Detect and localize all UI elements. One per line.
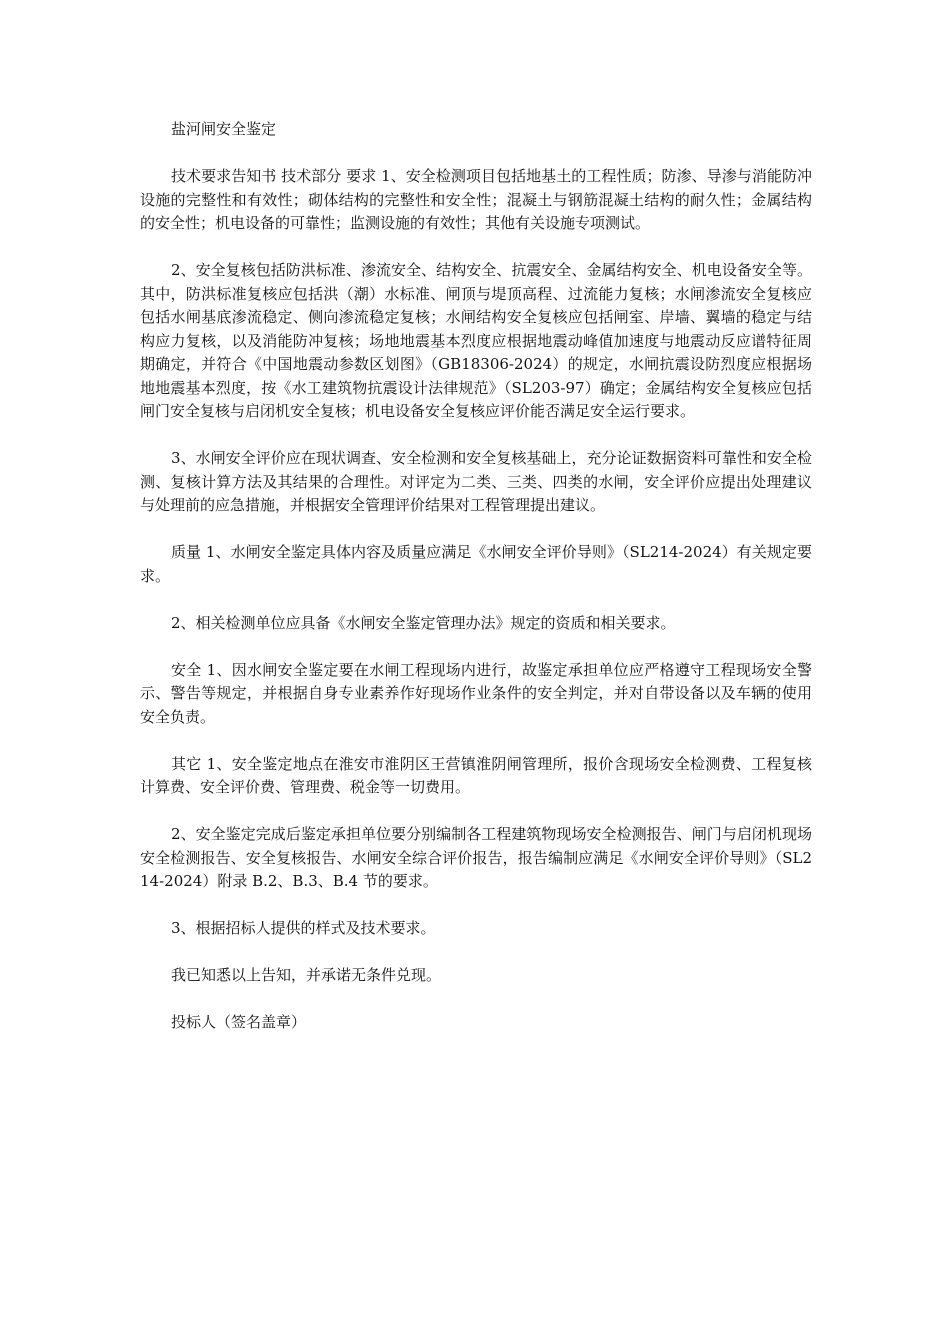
paragraph-safety-evaluation: 3、水闸安全评价应在现状调查、安全检测和安全复核基础上，充分论证数据资料可靠性和安全检测、复核计算方法及其结果的合理性。对评定为二类、三类、四类的水闸，安全评价应提出处理建议与处理前的应急措施，并根据安全管理评价结果对工程管理提出建议。 <box>140 449 812 514</box>
paragraph-quality-1: 质量 1、水闸安全鉴定具体内容及质量应满足《水闸安全评价导则》（SL214-2024）有关规定要求。 <box>140 543 812 585</box>
paragraph-quality-2: 2、相关检测单位应具备《水闸安全鉴定管理办法》规定的资质和相关要求。 <box>171 613 676 632</box>
document-body <box>140 118 812 1058</box>
paragraph-safety-review: 2、安全复核包括防洪标准、渗流安全、结构安全、抗震安全、金属结构安全、机电设备安全等。其中，防洪标准复核应包括洪（潮）水标准、闸顶与堤顶高程、过流能力复核；水闸渗流安全复核应包括水闸基底渗流稳定、侧向渗流稳定复核；水闸结构安全复核应包括闸室、岸墙、翼墙的稳定与结构应力复核，以及消能防冲复核；场地地震基本烈度应根据地震动峰值加速度与地震动反应谱特征周期确定，并符合《中国地震动参数区划图》（GB18306-2024）的规定，水闸抗震设防烈度应根据场地地震基本烈度，按《水工建筑物抗震设计法律规范》（SL203-97）确定；金属结构安全复核应包括闸门安全复核与启闭机安全复核；机电设备安全复核应评价能否满足安全运行要求。 <box>140 261 812 420</box>
document-title: 盐河闸安全鉴定 <box>171 120 277 138</box>
paragraph-other-2: 2、安全鉴定完成后鉴定承担单位要分别编制各工程建筑物现场安全检测报告、闸门与启闭机现场安全检测报告、安全复核报告、水闸安全综合评价报告，报告编制应满足《水闸安全评价导则》（SL214-2024）附录 B.2、B.3、B.4 节的要求。 <box>140 825 812 890</box>
paragraph-technical-requirements: 技术要求告知书 技术部分 要求 1、安全检测项目包括地基土的工程性质；防渗、导渗与消能防冲设施的完整性和有效性；砌体结构的完整性和安全性；混凝土与钢筋混凝土结构的耐久性；金属结构的安全性；机电设备的可靠性；监测设施的有效性；其他有关设施专项测试。 <box>140 167 812 232</box>
paragraph-other-1: 其它 1、安全鉴定地点在淮安市淮阴区王营镇淮阴闸管理所，报价含现场安全检测费、工程复核计算费、安全评价费、管理费、税金等一切费用。 <box>140 754 812 796</box>
paragraph-safety-1: 安全 1、因水闸安全鉴定要在水闸工程现场内进行，故鉴定承担单位应严格遵守工程现场安全警示、警告等规定，并根据自身专业素养作好现场作业条件的安全判定，并对自带设备以及车辆的使用安全负责。 <box>140 660 812 726</box>
paragraph-other-3: 3、根据招标人提供的样式及技术要求。 <box>171 919 436 937</box>
bidder-signature-line: 投标人（签名盖章） <box>171 1013 307 1031</box>
paragraph-commitment: 我已知悉以上告知，并承诺无条件兑现。 <box>171 966 442 984</box>
